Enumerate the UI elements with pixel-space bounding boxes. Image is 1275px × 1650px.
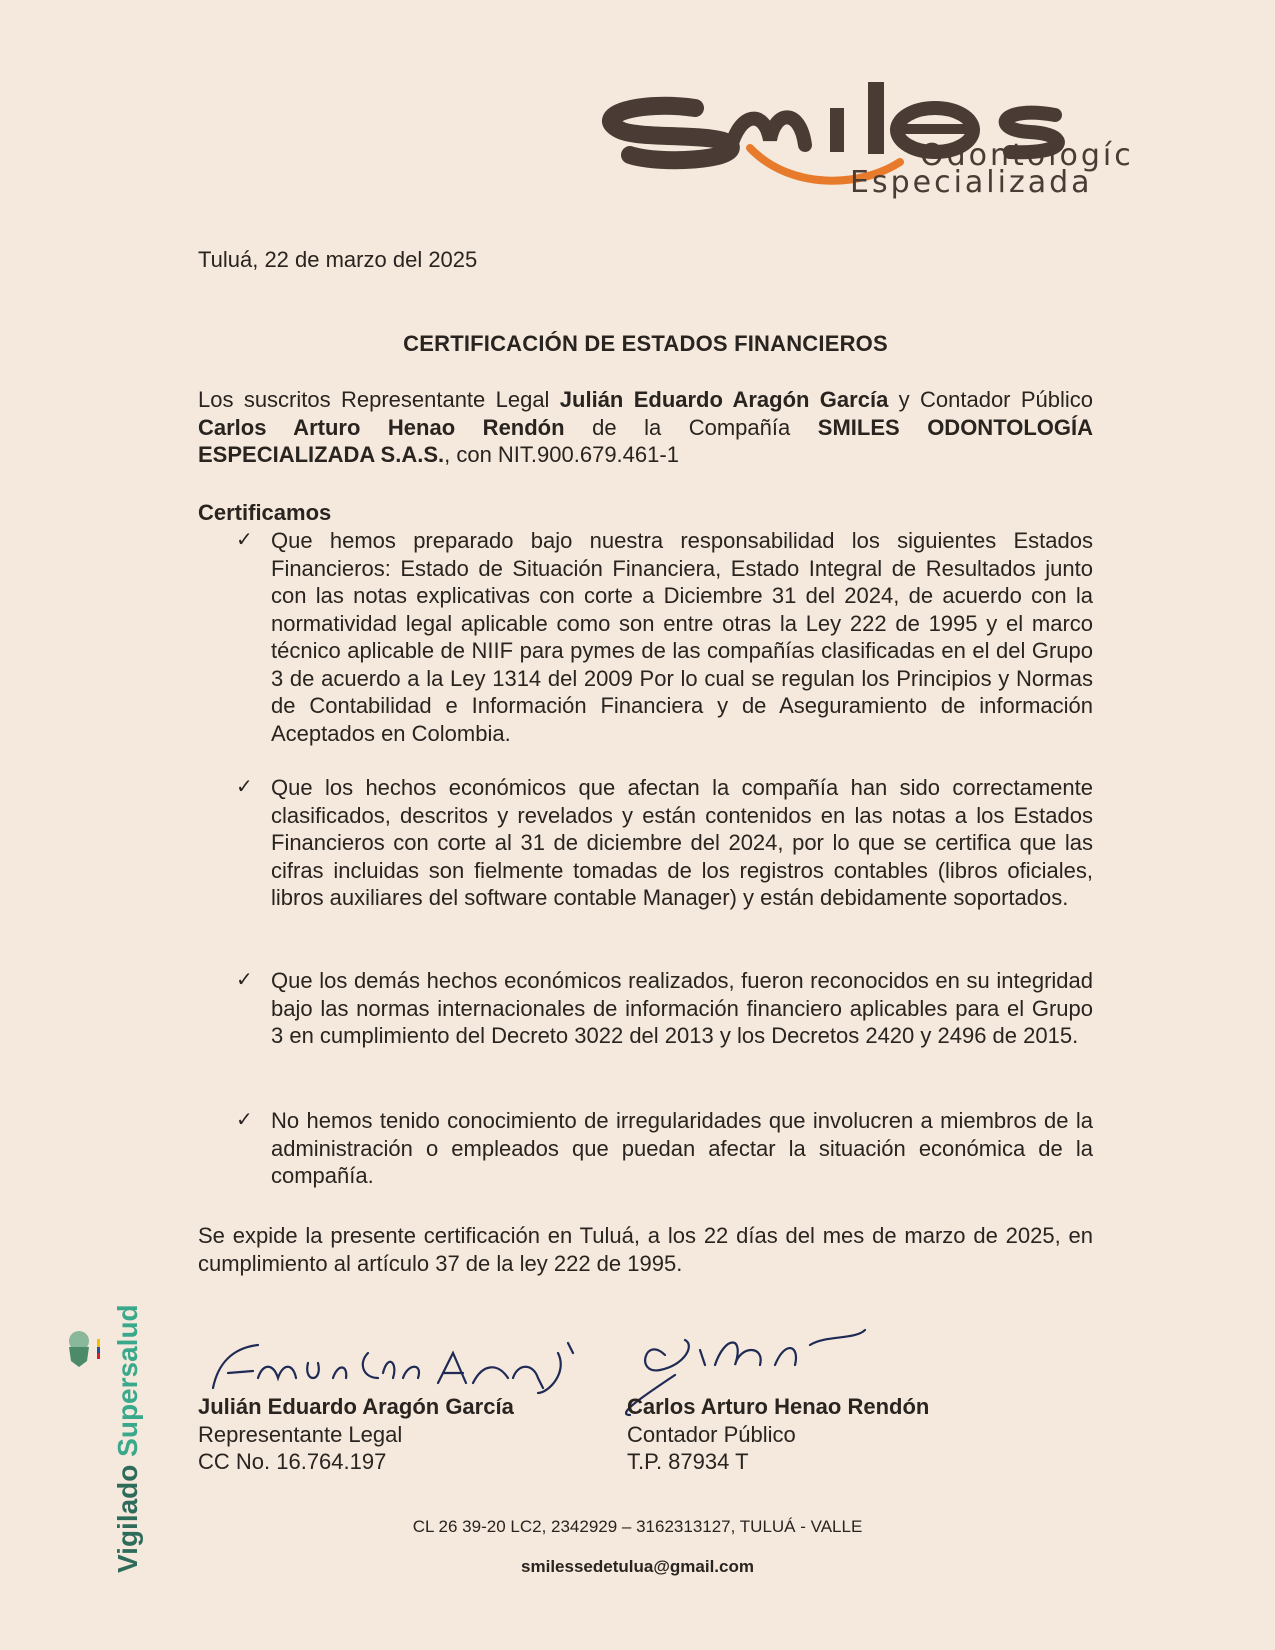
signer-role: Representante Legal bbox=[198, 1421, 403, 1447]
list-item bbox=[236, 1107, 1093, 1190]
logo-line2: Especializada bbox=[850, 165, 1093, 200]
checkmark-icon: ✓ bbox=[236, 529, 253, 551]
document-date: Tuluá, 22 de marzo del 2025 bbox=[198, 247, 478, 272]
signer-name: Carlos Arturo Henao Rendón bbox=[627, 1394, 930, 1419]
supersalud-word: Supersalud bbox=[112, 1304, 143, 1457]
list-item-text: No hemos tenido conocimiento de irregularidades que involucren a miembros de la administración o empleados que puedan afectar la situación económica de la compañía. bbox=[271, 1108, 1093, 1188]
checkmark-icon: ✓ bbox=[236, 969, 253, 991]
checkmark-icon: ✓ bbox=[236, 776, 253, 798]
company-nit: , con NIT.900.679.461-1 bbox=[444, 442, 679, 467]
list-item bbox=[236, 527, 1093, 747]
smiles-logo-graphic bbox=[600, 70, 1240, 210]
closing-paragraph: Se expide la presente certificación en Tuluá, a los 22 días del mes de marzo de 2025, en cumplimiento al artículo 37 de la ley 222 de 1995. bbox=[198, 1223, 1093, 1276]
accountant-name: Carlos Arturo Henao Rendón bbox=[198, 414, 565, 440]
intro-paragraph bbox=[198, 386, 1093, 469]
signer-role: Contador Público bbox=[627, 1421, 796, 1447]
list-item-text: Que los demás hechos económicos realizados, fueron reconocidos en su integridad bajo las normas internacionales de información financiero aplicables para el Grupo 3 en cumplimiento del Decreto 3022 del 2013 y los Decretos 2420 y 2496 de 2015. bbox=[271, 968, 1093, 1048]
intro-text: y Contador Público bbox=[888, 387, 1094, 412]
signer-right bbox=[627, 1393, 929, 1476]
signer-name: Julián Eduardo Aragón García bbox=[198, 1394, 514, 1419]
intro-text: Los suscritos Representante Legal bbox=[198, 387, 560, 412]
logo-line1: Odontologíc bbox=[920, 138, 1134, 173]
intro-text: de la Compañía bbox=[564, 414, 818, 440]
list-item-text: Que hemos preparado bajo nuestra responsabilidad los siguientes Estados Financieros: Estado de Situación Financiera, Estado Integral de Resultados junto con las notas explicativas con corte a Diciembre 31 del 2024, de acuerdo con la normatividad legal aplicable como son entre otras la Ley 222 de 1995 y el marco técnico aplicable de NIIF para pymes de las compañías clasificadas en el del Grupo 3 de acuerdo a la Ley 1314 del 2009 Por lo cual se regulan los Principios y Normas de Contabilidad e Información Financiera y de Aseguramiento de información Aceptados en Colombia. bbox=[271, 528, 1093, 746]
certificamos-heading: Certificamos bbox=[198, 500, 332, 525]
signer-id: CC No. 16.764.197 bbox=[198, 1449, 387, 1474]
footer-email: smilessedetulua@gmail.com bbox=[521, 1557, 754, 1576]
company-name: SMILES ODONTOLOGÍA ESPECIALIZADA S.A.S. bbox=[198, 414, 1094, 467]
legal-rep-name: Julián Eduardo Aragón García bbox=[559, 387, 889, 412]
signer-left bbox=[198, 1393, 514, 1476]
signer-id: T.P. 87934 T bbox=[627, 1449, 749, 1474]
coat-of-arms-icon bbox=[57, 1325, 101, 1369]
vigilado-word: Vigilado bbox=[112, 1464, 143, 1573]
company-logo bbox=[600, 70, 1240, 210]
list-item bbox=[236, 774, 1093, 912]
document-title: CERTIFICACIÓN DE ESTADOS FINANCIEROS bbox=[403, 331, 888, 356]
list-item-text: Que los hechos económicos que afectan la compañía han sido correctamente clasificados, descritos y revelados y están contenidos en las notas a los Estados Financieros con corte al 31 de diciembre del 2024, por lo que se certifica que las cifras incluidas son fielmente tomadas de los registros contables (libros oficiales, libros auxiliares del software contable Manager) y están debidamente soportados. bbox=[271, 775, 1093, 910]
footer-address: CL 26 39-20 LC2, 2342929 – 3162313127, TULUÁ - VALLE bbox=[412, 1517, 863, 1536]
checkmark-icon: ✓ bbox=[236, 1109, 253, 1131]
list-item bbox=[236, 967, 1093, 1050]
